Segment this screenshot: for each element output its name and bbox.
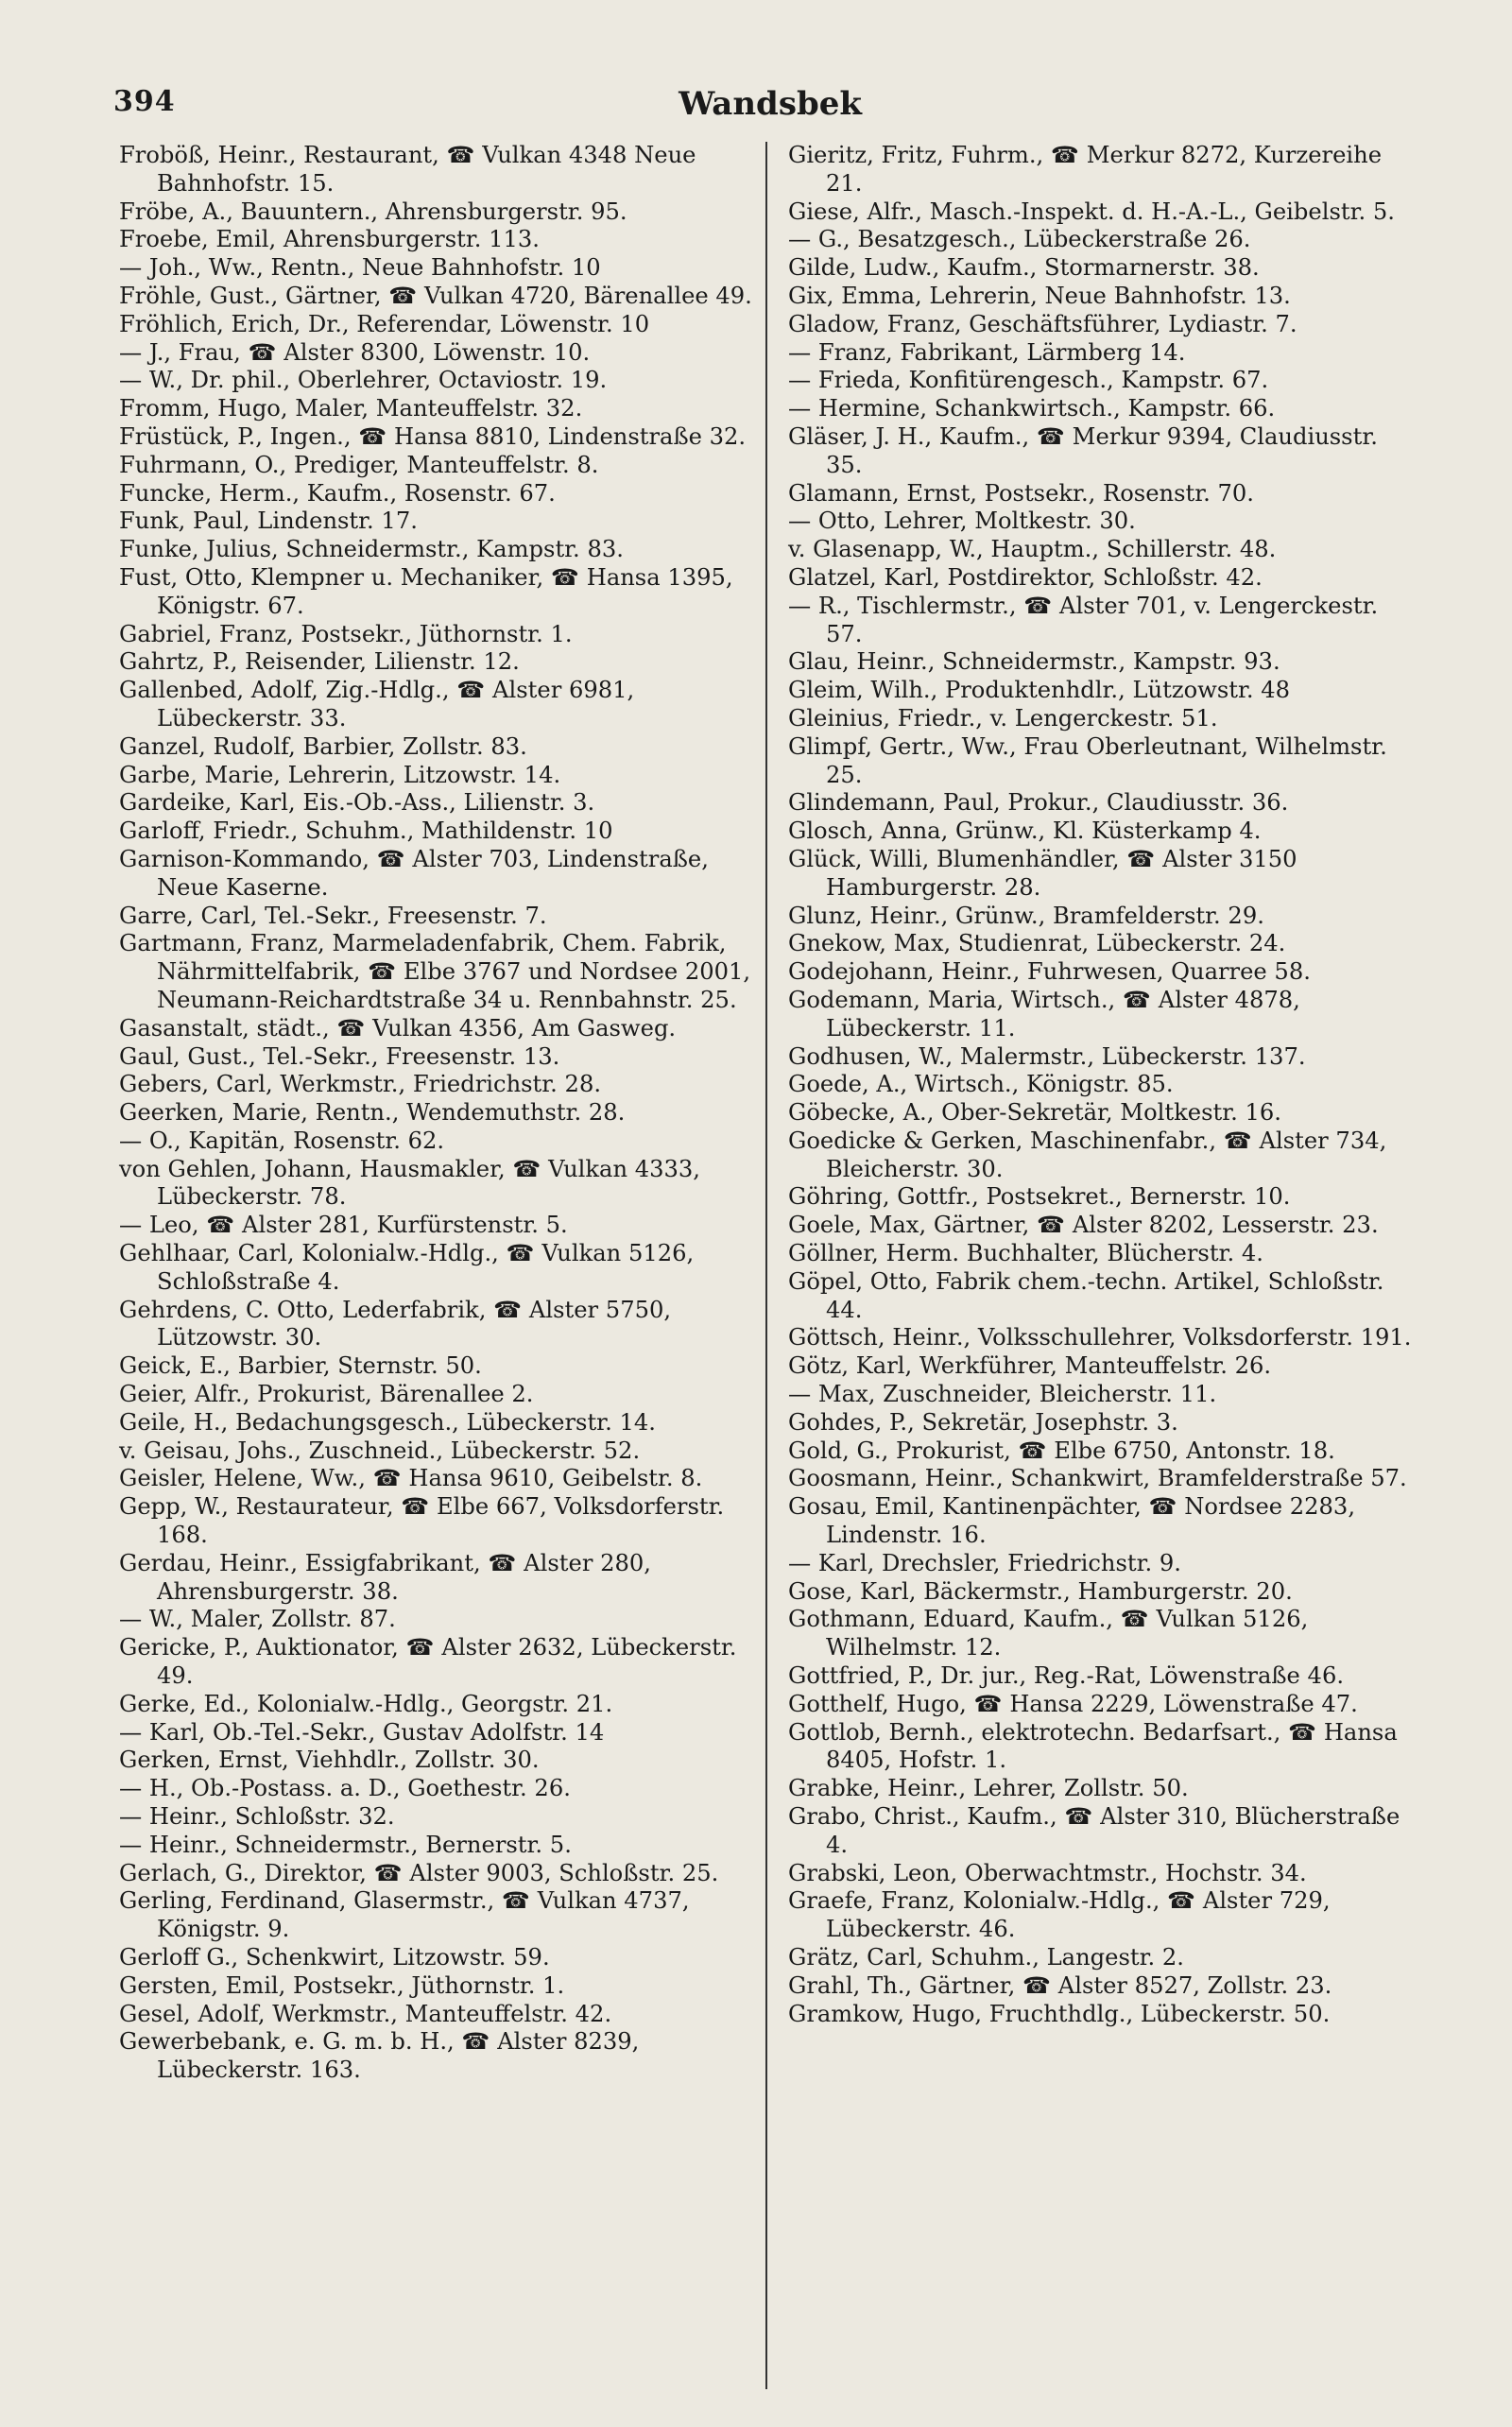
directory-entry: Göllner, Herm. Buchhalter, Blücherstr. 4. <box>788 1240 1263 1267</box>
directory-entry: Goede, A., Wirtsch., Königstr. 85. <box>788 1071 1174 1098</box>
directory-entry: Gotthelf, Hugo, ☎ Hansa 2229, Löwenstraße 47. <box>788 1690 1358 1717</box>
directory-entry: Gesel, Adolf, Werkmstr., Manteuffelstr. 42. <box>119 2000 612 2027</box>
directory-entry: Godejohann, Heinr., Fuhrwesen, Quarree 58. <box>788 958 1311 986</box>
directory-entry: Goosmann, Heinr., Schankwirt, Bramfelderstraße 57. <box>788 1465 1407 1492</box>
directory-entry: Gehlhaar, Carl, Kolonialw.-Hdlg., ☎ Vulkan 5126, Schloßstraße 4. <box>119 1240 695 1295</box>
directory-entry: — Heinr., Schneidermstr., Bernerstr. 5. <box>119 1831 572 1858</box>
directory-entry: Graefe, Franz, Kolonialw.-Hdlg., ☎ Alster 729, Lübeckerstr. 46. <box>788 1887 1331 1943</box>
directory-entry: Gose, Karl, Bäckermstr., Hamburgerstr. 20. <box>788 1577 1293 1605</box>
directory-columns <box>113 142 1427 2389</box>
directory-entry: Ganzel, Rudolf, Barbier, Zollstr. 83. <box>119 732 527 760</box>
directory-entry: — Otto, Lehrer, Moltkestr. 30. <box>788 508 1136 535</box>
directory-entry: Gottlob, Bernh., elektrotechn. Bedarfsart., ☎ Hansa 8405, Hofstr. 1. <box>788 1718 1398 1774</box>
directory-entry: Gasanstalt, städt., ☎ Vulkan 4356, Am Gasweg. <box>119 1014 677 1041</box>
left-column <box>113 142 767 2389</box>
directory-entry: Gottfried, P., Dr. jur., Reg.-Rat, Löwenstraße 46. <box>788 1662 1345 1690</box>
page-number: 394 <box>113 85 176 118</box>
directory-entry: — O., Kapitän, Rosenstr. 62. <box>119 1127 445 1154</box>
directory-entry: Gilde, Ludw., Kaufm., Stormarnerstr. 38. <box>788 254 1260 282</box>
directory-entry: Gersten, Emil, Postsekr., Jüthornstr. 1. <box>119 1971 565 1999</box>
directory-entry: Glosch, Anna, Grünw., Kl. Küsterkamp 4. <box>788 818 1262 845</box>
directory-entry: Grätz, Carl, Schuhm., Langestr. 2. <box>788 1944 1184 1971</box>
page-title: Wandsbek <box>679 85 862 123</box>
directory-entry: Glatzel, Karl, Postdirektor, Schloßstr. 42. <box>788 563 1263 591</box>
directory-entry: Gleinius, Friedr., v. Lengerckestr. 51. <box>788 704 1218 732</box>
directory-entry: Gardeike, Karl, Eis.-Ob.-Ass., Lilienstr. 3. <box>119 789 595 817</box>
directory-entry: Godhusen, W., Malermstr., Lübeckerstr. 137. <box>788 1042 1306 1070</box>
directory-entry: Froebe, Emil, Ahrensburgerstr. 113. <box>119 226 540 253</box>
directory-entry: Grabke, Heinr., Lehrer, Zollstr. 50. <box>788 1775 1189 1802</box>
directory-entry: Glück, Willi, Blumenhändler, ☎ Alster 3150 Hamburgerstr. 28. <box>788 845 1297 901</box>
directory-entry: Gramkow, Hugo, Fruchthdlg., Lübeckerstr. 50. <box>788 2000 1331 2027</box>
directory-entry: Fuhrmann, O., Prediger, Manteuffelstr. 8. <box>119 451 599 478</box>
directory-entry: — R., Tischlermstr., ☎ Alster 701, v. Lengerckestr. 57. <box>788 592 1379 647</box>
directory-entry: Fröhle, Gust., Gärtner, ☎ Vulkan 4720, Bärenallee 49. <box>119 282 752 309</box>
directory-entry: — Karl, Ob.-Tel.-Sekr., Gustav Adolfstr. 14 <box>119 1718 605 1746</box>
directory-entry: — Joh., Ww., Rentn., Neue Bahnhofstr. 10 <box>119 254 601 282</box>
directory-entry: Göbecke, A., Ober-Sekretär, Moltkestr. 16. <box>788 1099 1281 1127</box>
directory-entry: Götz, Karl, Werkführer, Manteuffelstr. 26. <box>788 1352 1272 1380</box>
directory-entry: Gnekow, Max, Studienrat, Lübeckerstr. 24. <box>788 930 1286 957</box>
directory-entry: Gepp, W., Restaurateur, ☎ Elbe 667, Volksdorferstr. 168. <box>119 1493 725 1549</box>
directory-entry: Grabo, Christ., Kaufm., ☎ Alster 310, Blücherstraße 4. <box>788 1803 1400 1858</box>
directory-entry: — W., Dr. phil., Oberlehrer, Octaviostr. 19. <box>119 367 608 394</box>
directory-entry: Gerdau, Heinr., Essigfabrikant, ☎ Alster 280, Ahrensburgerstr. 38. <box>119 1549 651 1605</box>
directory-entry: Gläser, J. H., Kaufm., ☎ Merkur 9394, Claudiusstr. 35. <box>788 422 1378 478</box>
directory-entry: Grahl, Th., Gärtner, ☎ Alster 8527, Zollstr. 23. <box>788 1971 1332 1999</box>
directory-entry: Giese, Alfr., Masch.-Inspekt. d. H.-A.-L., Geibelstr. 5. <box>788 198 1395 225</box>
directory-entry: v. Geisau, Johs., Zuschneid., Lübeckerstr. 52. <box>119 1437 641 1464</box>
directory-entry: Goele, Max, Gärtner, ☎ Alster 8202, Lesserstr. 23. <box>788 1212 1379 1239</box>
directory-entry: — W., Maler, Zollstr. 87. <box>119 1606 396 1633</box>
directory-entry: Garre, Carl, Tel.-Sekr., Freesenstr. 7. <box>119 902 547 929</box>
directory-entry: Garloff, Friedr., Schuhm., Mathildenstr. 10 <box>119 818 613 845</box>
directory-entry: Gerlach, G., Direktor, ☎ Alster 9003, Schloßstr. 25. <box>119 1859 719 1886</box>
directory-entry: Fröbe, A., Bauuntern., Ahrensburgerstr. 95. <box>119 198 627 225</box>
directory-entry: Geerken, Marie, Rentn., Wendemuthstr. 28. <box>119 1099 626 1127</box>
directory-entry: Godemann, Maria, Wirtsch., ☎ Alster 4878, Lübeckerstr. 11. <box>788 986 1300 1041</box>
directory-entry: Froböß, Heinr., Restaurant, ☎ Vulkan 4348 Neue Bahnhofstr. 15. <box>119 142 696 197</box>
directory-entry: — Max, Zuschneider, Bleicherstr. 11. <box>788 1381 1217 1408</box>
directory-entry: Gerloff G., Schenkwirt, Litzowstr. 59. <box>119 1944 550 1971</box>
directory-entry: — Franz, Fabrikant, Lärmberg 14. <box>788 338 1186 366</box>
directory-entry: Früstück, P., Ingen., ☎ Hansa 8810, Lindenstraße 32. <box>119 422 747 450</box>
directory-entry: Glunz, Heinr., Grünw., Bramfelderstr. 29. <box>788 902 1264 929</box>
directory-entry: v. Glasenapp, W., Hauptm., Schillerstr. 48. <box>788 536 1277 563</box>
directory-entry: — Hermine, Schankwirtsch., Kampstr. 66. <box>788 395 1276 422</box>
directory-entry: Fust, Otto, Klempner u. Mechaniker, ☎ Hansa 1395, Königstr. 67. <box>119 563 733 619</box>
directory-entry: Gewerbebank, e. G. m. b. H., ☎ Alster 8239, Lübeckerstr. 163. <box>119 2028 640 2084</box>
directory-entry: Glindemann, Paul, Prokur., Claudiusstr. 36. <box>788 789 1289 817</box>
directory-entry: Glamann, Ernst, Postsekr., Rosenstr. 70. <box>788 479 1254 507</box>
directory-entry: Gothmann, Eduard, Kaufm., ☎ Vulkan 5126, Wilhelmstr. 12. <box>788 1606 1309 1661</box>
directory-entry: Funke, Julius, Schneidermstr., Kampstr. 83. <box>119 536 624 563</box>
directory-entry: Garbe, Marie, Lehrerin, Litzowstr. 14. <box>119 761 561 788</box>
directory-entry: Göpel, Otto, Fabrik chem.-techn. Artikel, Schloßstr. 44. <box>788 1267 1384 1323</box>
directory-entry: Gold, G., Prokurist, ☎ Elbe 6750, Antonstr. 18. <box>788 1437 1335 1464</box>
directory-entry: Gix, Emma, Lehrerin, Neue Bahnhofstr. 13. <box>788 282 1291 309</box>
directory-entry: Gebers, Carl, Werkmstr., Friedrichstr. 28. <box>119 1071 602 1098</box>
directory-entry: Gabriel, Franz, Postsekr., Jüthornstr. 1. <box>119 620 573 647</box>
directory-entry: Geick, E., Barbier, Sternstr. 50. <box>119 1352 482 1380</box>
right-column <box>767 142 1427 2389</box>
directory-entry: Funcke, Herm., Kaufm., Rosenstr. 67. <box>119 479 556 507</box>
page-header <box>113 47 1427 123</box>
directory-entry: Gladow, Franz, Geschäftsführer, Lydiastr. 7. <box>788 310 1297 337</box>
directory-entry: — G., Besatzgesch., Lübeckerstraße 26. <box>788 226 1251 253</box>
directory-entry: Gleim, Wilh., Produktenhdlr., Lützowstr. 48 <box>788 677 1291 704</box>
directory-entry: Goedicke & Gerken, Maschinenfabr., ☎ Alster 734, Bleicherstr. 30. <box>788 1127 1387 1182</box>
directory-entry: Gerling, Ferdinand, Glasermstr., ☎ Vulkan 4737, Königstr. 9. <box>119 1887 690 1943</box>
directory-entry: Gaul, Gust., Tel.-Sekr., Freesenstr. 13. <box>119 1042 560 1070</box>
directory-entry: Gieritz, Fritz, Fuhrm., ☎ Merkur 8272, Kurzereihe 21. <box>788 142 1383 197</box>
directory-entry: Garnison-Kommando, ☎ Alster 703, Lindenstraße, Neue Kaserne. <box>119 845 709 901</box>
directory-entry: Gohdes, P., Sekretär, Josephstr. 3. <box>788 1408 1178 1436</box>
directory-entry: Gahrtz, P., Reisender, Lilienstr. 12. <box>119 648 520 676</box>
directory-entry: Gerke, Ed., Kolonialw.-Hdlg., Georgstr. 21. <box>119 1690 613 1717</box>
directory-entry: — J., Frau, ☎ Alster 8300, Löwenstr. 10. <box>119 338 591 366</box>
directory-entry: Gallenbed, Adolf, Zig.-Hdlg., ☎ Alster 6981, Lübeckerstr. 33. <box>119 677 635 732</box>
directory-entry: — H., Ob.-Postass. a. D., Goethestr. 26. <box>119 1775 571 1802</box>
directory-entry: Funk, Paul, Lindenstr. 17. <box>119 508 418 535</box>
directory-entry: — Leo, ☎ Alster 281, Kurfürstenstr. 5. <box>119 1212 568 1239</box>
directory-entry: Glau, Heinr., Schneidermstr., Kampstr. 93. <box>788 648 1280 676</box>
directory-entry: Gerken, Ernst, Viehhdlr., Zollstr. 30. <box>119 1747 540 1774</box>
directory-entry: Geile, H., Bedachungsgesch., Lübeckerstr. 14. <box>119 1408 656 1436</box>
directory-entry: Geier, Alfr., Prokurist, Bärenallee 2. <box>119 1381 534 1408</box>
directory-entry: Gehrdens, C. Otto, Lederfabrik, ☎ Alster 5750, Lützowstr. 30. <box>119 1296 672 1351</box>
directory-entry: — Heinr., Schloßstr. 32. <box>119 1803 395 1831</box>
directory-entry: von Gehlen, Johann, Hausmakler, ☎ Vulkan 4333, Lübeckerstr. 78. <box>119 1155 700 1211</box>
directory-entry: Grabski, Leon, Oberwachtmstr., Hochstr. 34. <box>788 1859 1307 1886</box>
directory-entry: Fröhlich, Erich, Dr., Referendar, Löwenstr. 10 <box>119 310 650 337</box>
directory-entry: — Frieda, Konfitürengesch., Kampstr. 67. <box>788 367 1269 394</box>
directory-entry: Glimpf, Gertr., Ww., Frau Oberleutnant, Wilhelmstr. 25. <box>788 732 1387 788</box>
directory-entry: — Karl, Drechsler, Friedrichstr. 9. <box>788 1549 1181 1576</box>
directory-entry: Geisler, Helene, Ww., ☎ Hansa 9610, Geibelstr. 8. <box>119 1465 703 1492</box>
directory-entry: Gartmann, Franz, Marmeladenfabrik, Chem. Fabrik, Nährmittelfabrik, ☎ Elbe 3767 und Nordsee 2001, Neumann-Reichardtstraße 34 u. Rennbahnstr. 25. <box>119 930 751 1013</box>
directory-entry: Göhring, Gottfr., Postsekret., Bernerstr. 10. <box>788 1183 1291 1211</box>
directory-entry: Fromm, Hugo, Maler, Manteuffelstr. 32. <box>119 395 583 422</box>
directory-entry: Gosau, Emil, Kantinenpächter, ☎ Nordsee 2283, Lindenstr. 16. <box>788 1493 1356 1549</box>
directory-entry: Göttsch, Heinr., Volksschullehrer, Volksdorferstr. 191. <box>788 1324 1412 1351</box>
directory-entry: Gericke, P., Auktionator, ☎ Alster 2632, Lübeckerstr. 49. <box>119 1634 737 1690</box>
